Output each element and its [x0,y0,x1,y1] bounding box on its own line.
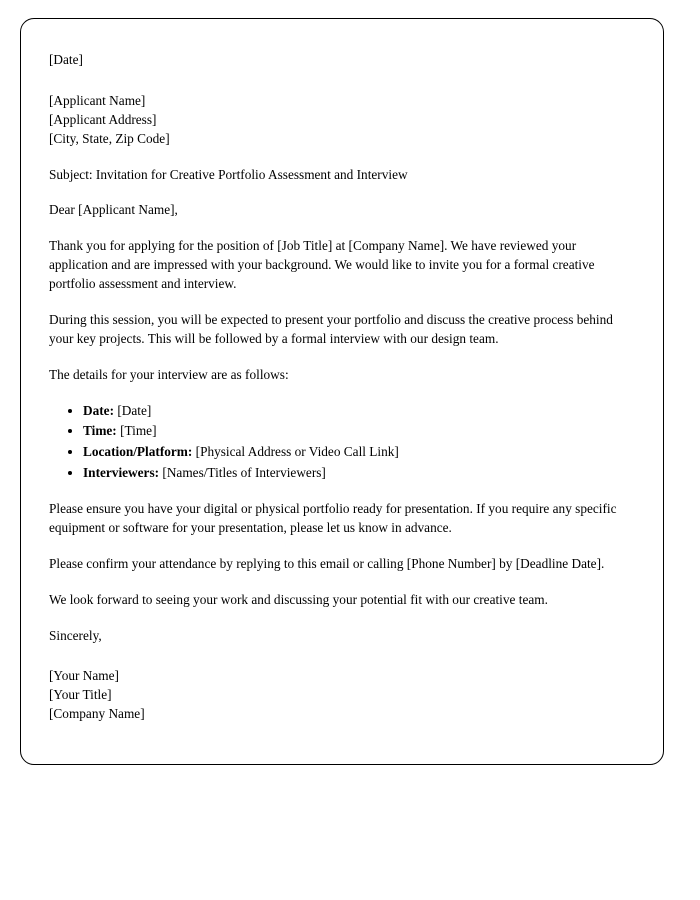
signature-block [49,667,635,724]
detail-value-date: [Date] [117,402,152,418]
paragraph-details-lead: The details for your interview are as follows: [49,366,289,382]
salutation: Dear [Applicant Name], [49,202,178,218]
recipient-address-block [49,92,635,149]
list-item [83,422,635,441]
list-item [83,464,635,483]
detail-label-time: Time: [83,423,117,439]
recipient-city-state-zip: [City, State, Zip Code] [49,130,170,146]
signature-name: [Your Name] [49,668,119,684]
paragraph-session: During this session, you will be expected to present your portfolio and discuss the creative process behind your key projects. This will be followed by a formal interview with our design team. [49,311,613,346]
recipient-address: [Applicant Address] [49,111,157,127]
signature-title: [Your Title] [49,687,112,703]
signature-company: [Company Name] [49,706,145,722]
recipient-name: [Applicant Name] [49,92,146,108]
letter-frame [20,18,664,765]
paragraph-look-forward: We look forward to seeing your work and discussing your potential fit with our creative team. [49,591,548,607]
detail-value-time: [Time] [120,423,157,439]
paragraph-portfolio-ready: Please ensure you have your digital or physical portfolio ready for presentation. If you require any specific equipment or software for your presentation, please let us know in advance. [49,501,617,535]
subject-line: Subject: Invitation for Creative Portfolio Assessment and Interview [49,166,408,182]
interview-details-list [49,402,635,484]
paragraph-confirm-attendance: Please confirm your attendance by replying to this email or calling [Phone Number] by [Deadline Date]. [49,555,605,571]
letter-body [49,51,635,724]
closing-sincerely: Sincerely, [49,627,102,643]
detail-label-location: Location/Platform: [83,444,193,460]
paragraph-intro: Thank you for applying for the position of [Job Title] at [Company Name]. We have reviewed your application and are impressed with your background. We would like to invite you for a formal creative portfolio assessment and interview. [49,238,595,291]
date-line: [Date] [49,52,83,67]
detail-value-location: [Physical Address or Video Call Link] [195,444,399,460]
detail-value-interviewers: [Names/Titles of Interviewers] [162,465,326,481]
detail-label-date: Date: [83,402,115,418]
list-item [83,443,635,462]
list-item [83,402,635,421]
detail-label-interviewers: Interviewers: [83,465,160,481]
